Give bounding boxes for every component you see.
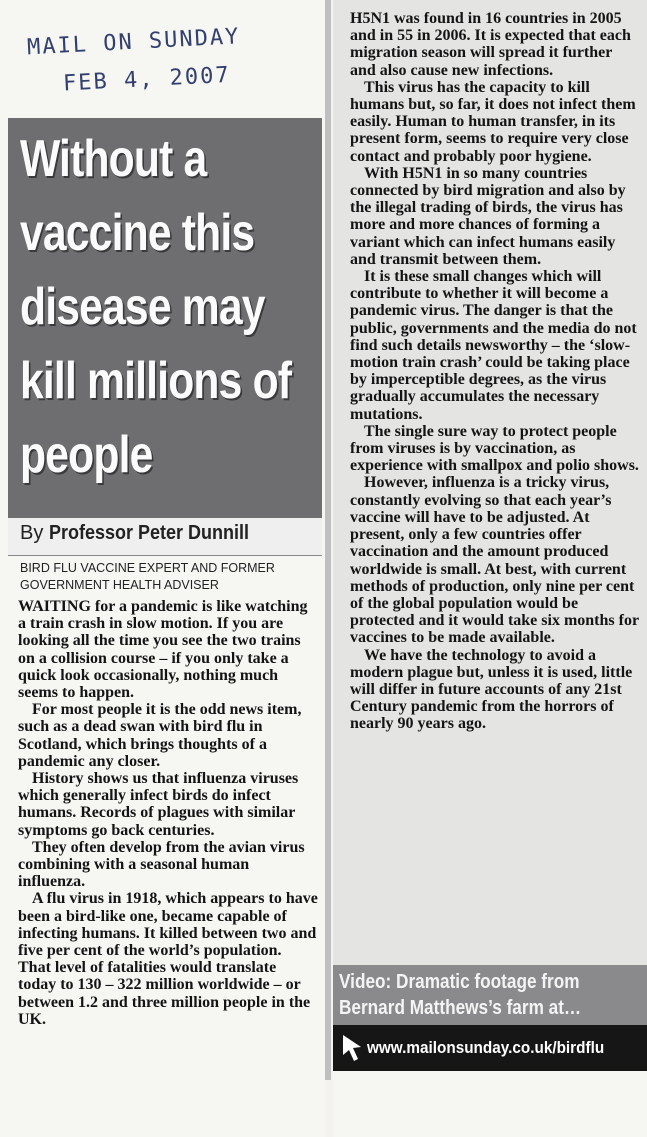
paragraph: For most people it is the odd news item, such as a dead swan with bird flu in Scotland, which brings thoughts of a pandemic any closer. (18, 701, 302, 770)
handwritten-note (26, 15, 310, 106)
promo-line-2: Bernard Matthews’s farm at… (339, 997, 582, 1019)
page-margin (333, 1071, 647, 1137)
author-name: Professor Peter Dunnill (48, 522, 249, 544)
byline-prefix: By (20, 522, 44, 544)
paragraph: A flu virus in 1918, which appears to have been a bird-like one, became capable of infecting humans. It killed between two and five per cent of the world’s population. That level of fatalities would translate today to 130 – 322 million worldwide – or between 1.2 and three million people in the UK. (18, 890, 318, 1028)
article-column-right (350, 10, 640, 733)
handwritten-date: FEB 4, 2007 (62, 62, 232, 97)
article-headline: Without a vaccine this disease may kill millions of people (20, 130, 292, 484)
paragraph: With H5N1 in so many countries connected by bird migration and also by the illegal trading of birds, the virus has more and more chances of forming a variant which can infect humans easily and transmit between them. (350, 164, 626, 268)
article-column-left (18, 598, 318, 1028)
paragraph: We have the technology to avoid a modern plague but, unless it is used, little will differ in future accounts of any 21st Century pandemic from the horrors of nearly 90 years ago. (350, 646, 633, 733)
video-promo[interactable] (333, 965, 647, 1025)
paragraph: This virus has the capacity to kill humans but, so far, it does not infect them easily. Human to human transfer, in its present form, seems to require very close contact and probably poor hygiene. (350, 78, 636, 165)
paragraph: History shows us that influenza viruses which generally infect birds do infect humans. Records of plagues with similar symptoms go back centuries. (18, 770, 299, 839)
paragraph: They often develop from the avian virus combining with a seasonal human influenza. (18, 838, 305, 891)
author-role: BIRD FLU VACCINE EXPERT AND FORMER GOVERNMENT HEALTH ADVISER (20, 561, 275, 592)
column-divider (325, 0, 331, 1080)
promo-url[interactable]: www.mailonsunday.co.uk/birdflu (367, 1038, 605, 1057)
arrow-cursor-icon (339, 1033, 365, 1063)
paragraph: WAITING for a pandemic is like watching a train crash in slow motion. If you are looking all the time you see the two trains on a collision course – if you only take a quick look occasionally, nothing much seems to happen. (18, 598, 308, 702)
headline-panel (8, 118, 322, 518)
paragraph: It is these small changes which will contribute to whether it will become a pandemic virus. The danger is that the public, governments and the media do not find such details newsworthy – the ‘slow-motion train crash’ could be taking place by imperceptible degrees, as the virus gradually accumulates the necessary mutations. (350, 268, 637, 423)
byline (8, 518, 322, 556)
promo-url-bar[interactable] (333, 1025, 647, 1071)
promo-line-1: Video: Dramatic footage from (339, 971, 580, 993)
paragraph: However, influenza is a tricky virus, constantly evolving so that each year’s vaccine will have to be adjusted. At present, only a few countries offer vaccination and the amount produced worldwide is small. At best, with current methods of production, only nine per cent of the global population would be protected and it would take six months for vaccines to be made available. (350, 474, 639, 647)
handwritten-publication: MAIL ON SUNDAY (26, 24, 241, 61)
paragraph: The single sure way to protect people from viruses is by vaccination, as experience with smallpox and polio shows. (350, 422, 639, 475)
paragraph: H5N1 was found in 16 countries in 2005 and in 55 in 2006. It is expected that each migration season will spread it further and also cause new infections. (350, 10, 631, 79)
